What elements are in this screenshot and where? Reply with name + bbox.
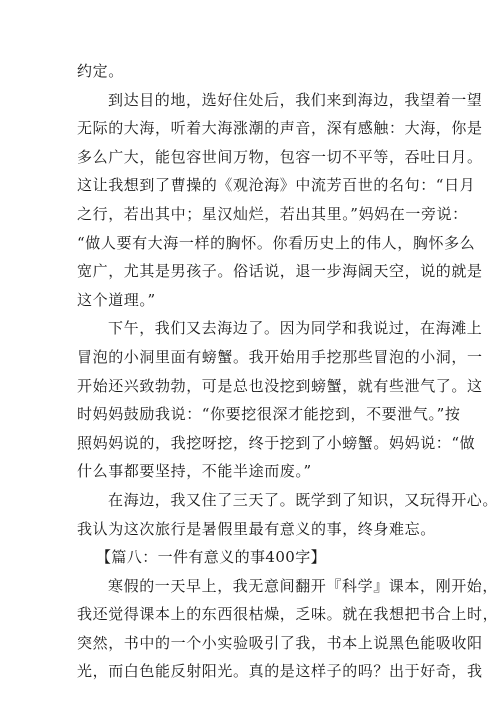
- section-heading: 【篇八：一件有意义的事400字】: [96, 548, 327, 567]
- paragraph-start: 在海边，我又住了三天了。既学到了知识，又玩得开心。: [108, 490, 499, 509]
- paragraph-start: 到达目的地，选好住处后，我们来到海边，我望着一望: [108, 90, 483, 109]
- text-line: 突然，书中的一个小实验吸引了我，书本上说黑色能吸收阳: [77, 633, 483, 652]
- text-line: 宽广，尤其是男孩子。俗话说，退一步海阔天空，说的就是: [77, 262, 483, 281]
- paragraph-start: 下午，我们又去海边了。因为同学和我说过，在海滩上: [108, 319, 483, 338]
- text-line: 无际的大海，听着大海涨潮的声音，深有感触：大海，你是: [77, 119, 483, 138]
- text-line: 光，而白色能反射阳光。真的是这样子的吗？出于好奇，我: [77, 662, 483, 681]
- text-line: 我还觉得课本上的东西很枯燥，乏味。就在我想把书合上时，: [77, 605, 499, 624]
- text-line: “做人要有大海一样的胸怀。你看历史上的伟人，胸怀多么: [77, 233, 476, 252]
- text-line: 之行，若出其中；星汉灿烂，若出其里。”妈妈在一旁说：: [77, 204, 468, 223]
- text-line: 开始还兴致勃勃，可是总也没挖到螃蟹，就有些泄气了。这: [77, 376, 483, 395]
- text-line: 多么广大，能包容世间万物，包容一切不平等，吞吐日月。: [77, 147, 483, 166]
- document-page: [77, 57, 499, 686]
- text-line: 我认为这次旅行是暑假里最有意义的事，终身难忘。: [77, 519, 436, 538]
- text-line: 这让我想到了曹操的《观沧海》中流芳百世的名句：“日月: [77, 176, 476, 195]
- text-line: 冒泡的小洞里面有螃蟹。我开始用手挖那些冒泡的小洞，一: [77, 347, 483, 366]
- text-line: 照妈妈说的，我挖呀挖，终于挖到了小螃蟹。妈妈说：“做: [77, 433, 476, 452]
- text-line: 约定。: [77, 62, 124, 80]
- text-line: 什么事都要坚持，不能半途而废。”: [77, 462, 312, 481]
- paragraph-start: 寒假的一天早上，我无意间翻开『科学』课本，刚开始，: [108, 576, 499, 595]
- text-line: 这个道理。”: [77, 290, 156, 309]
- text-line: 时妈妈鼓励我说：“你要挖很深才能挖到，不要泄气。”按: [77, 405, 461, 424]
